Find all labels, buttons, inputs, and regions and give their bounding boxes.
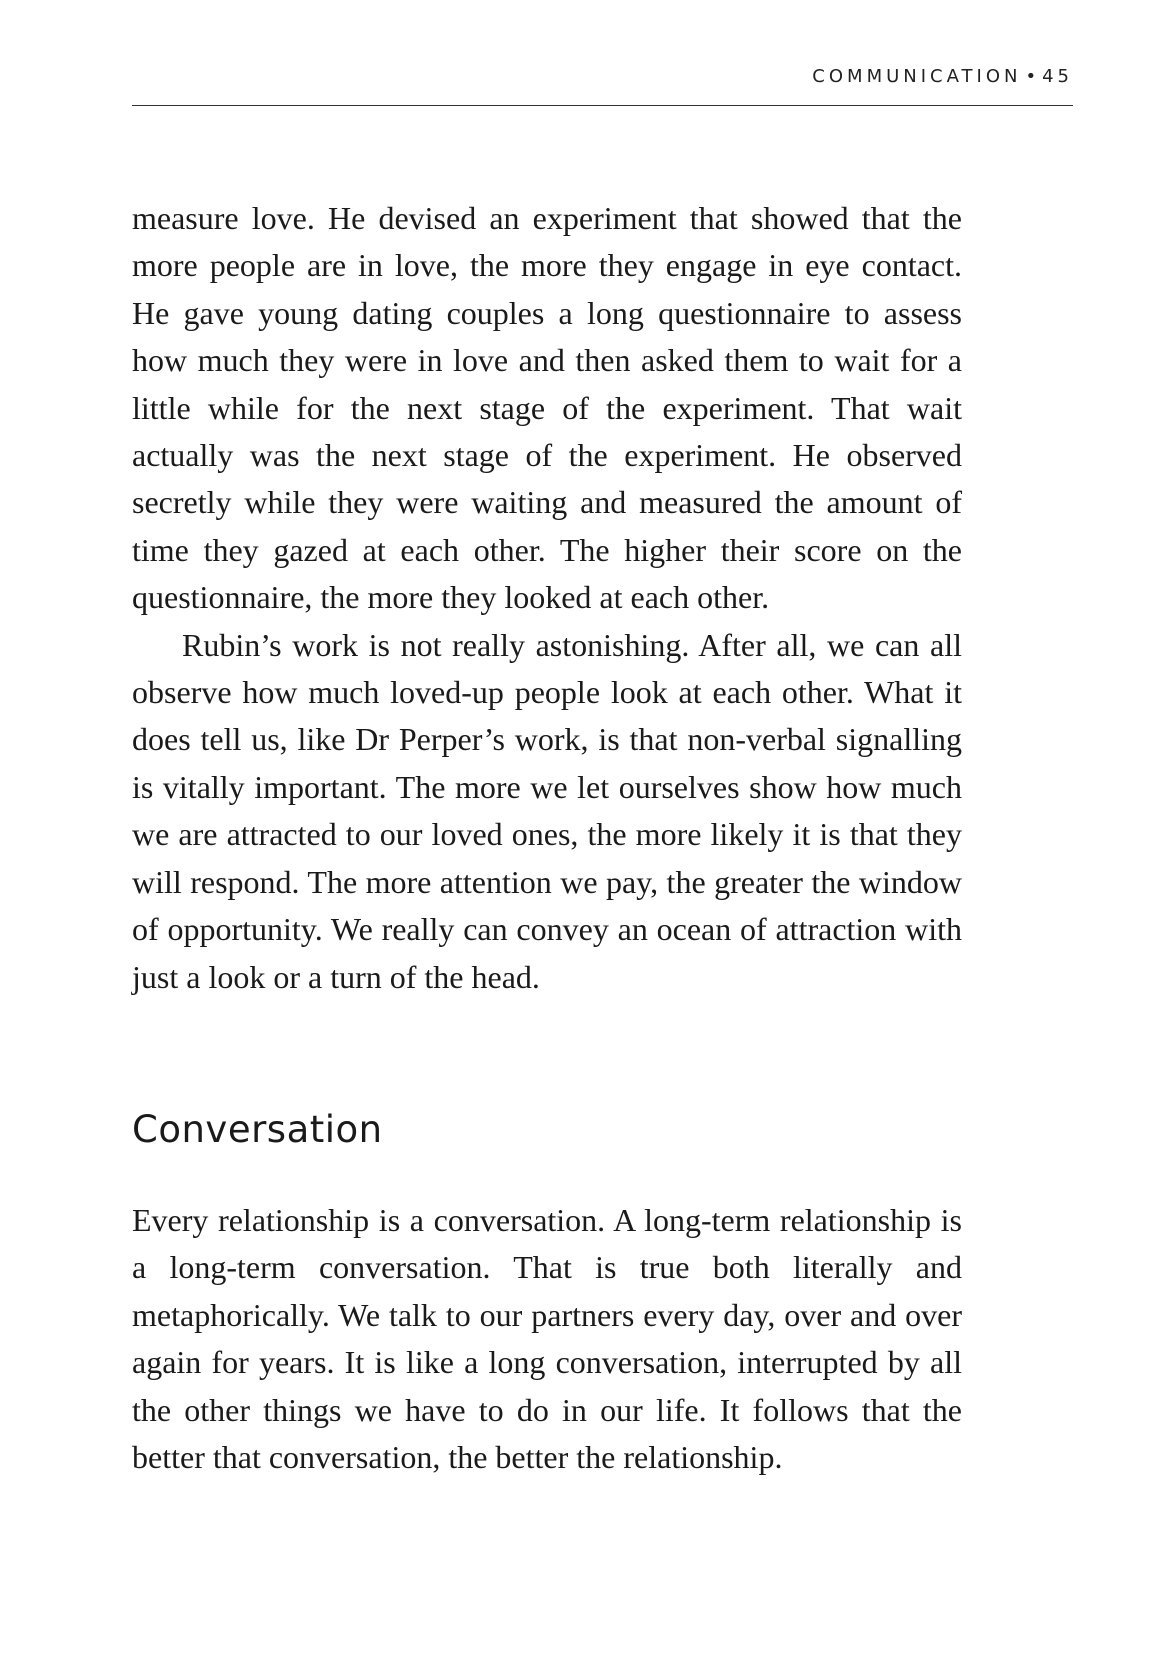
page-number: 45 [1042,66,1073,87]
body-text-conversation [132,1197,962,1481]
chapter-title: COMMUNICATION [812,66,1022,87]
paragraph-conversation: Every relationship is a conversation. A long-term relationship is a long-term conversation. That is true both literally and metaphorically. We talk to our partners every day, over and over again for years. It is like a long conversation, interrupted by all the other things we have to do in our life. It follows that the better that conversation, the better the relationship. [132,1202,962,1476]
header-separator: • [1025,66,1037,87]
section-heading: Conversation [132,1108,383,1151]
body-text-top [132,195,962,1001]
paragraph-continuation: measure love. He devised an experiment that showed that the more people are in love, the more they engage in eye contact. He gave young dating couples a long questionnaire to assess how much they were in love and then asked them to wait for a little while for the next stage of the experiment. That wait actually was the next stage of the experiment. He observed secretly while they were waiting and measured the amount of time they gazed at each other. The higher their score on the questionnaire, the more they looked at each other. [132,200,962,616]
paragraph-rubin: Rubin’s work is not really astonishing. After all, we can all observe how much loved-up people look at each other. What it does tell us, like Dr Perper’s work, is that non-verbal signalling is vitally important. The more we let ourselves show how much we are attracted to our loved ones, the more likely it is that they will respond. The more attention we pay, the greater the window of opportunity. We really can convey an ocean of attraction with just a look or a turn of the head. [132,626,962,995]
running-header [132,66,1073,106]
